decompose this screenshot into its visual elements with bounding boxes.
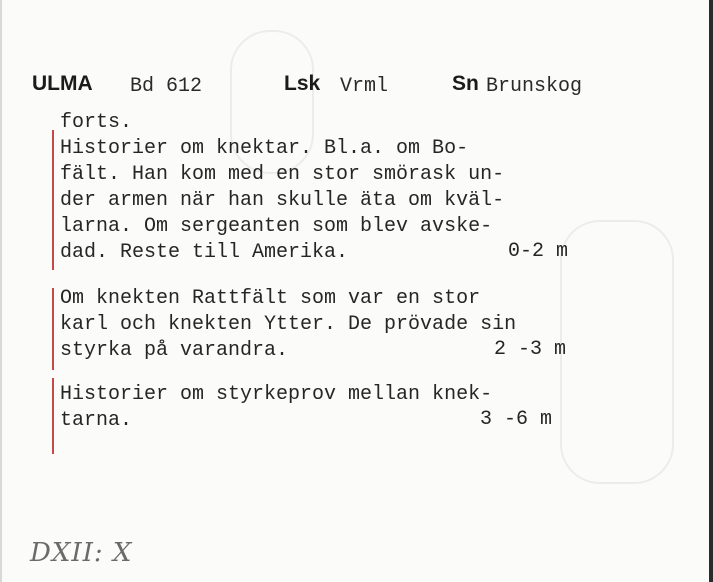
volume-number: Bd 612 (130, 75, 203, 98)
margin-line (52, 378, 54, 454)
entry-range-3: 3 -6 m (480, 408, 553, 431)
margin-line (52, 130, 54, 270)
sn-label: Sn (452, 72, 479, 95)
entry-text-1: forts. Historier om knektar. Bl.a. om Bo- fält. Han kom med en stor smörask un- der armen när han skulle äta om kväl- larna. Om sergeanten som blev avske- dad. Reste till Amerika. (60, 111, 505, 264)
card-header (32, 72, 692, 102)
lsk-value: Vrml (340, 75, 389, 98)
entry-range-2: 2 -3 m (494, 338, 567, 361)
entry-text-2: Om knekten Rattfält som var en stor karl och knekten Ytter. De prövade sin styrka på varandra. (60, 287, 517, 362)
card-right-edge (709, 0, 713, 582)
entry-range-1: 0-2 m (508, 240, 569, 263)
entry-text-3: Historier om styrkeprov mellan knek- tarna. (60, 383, 493, 432)
card-left-edge (0, 0, 2, 582)
watermark-shape (560, 220, 674, 484)
handwritten-annotation: DXII: X (30, 538, 133, 568)
margin-line (52, 288, 54, 370)
sn-value: Brunskog (486, 75, 583, 98)
archive-code: ULMA (32, 72, 93, 95)
lsk-label: Lsk (284, 72, 321, 95)
